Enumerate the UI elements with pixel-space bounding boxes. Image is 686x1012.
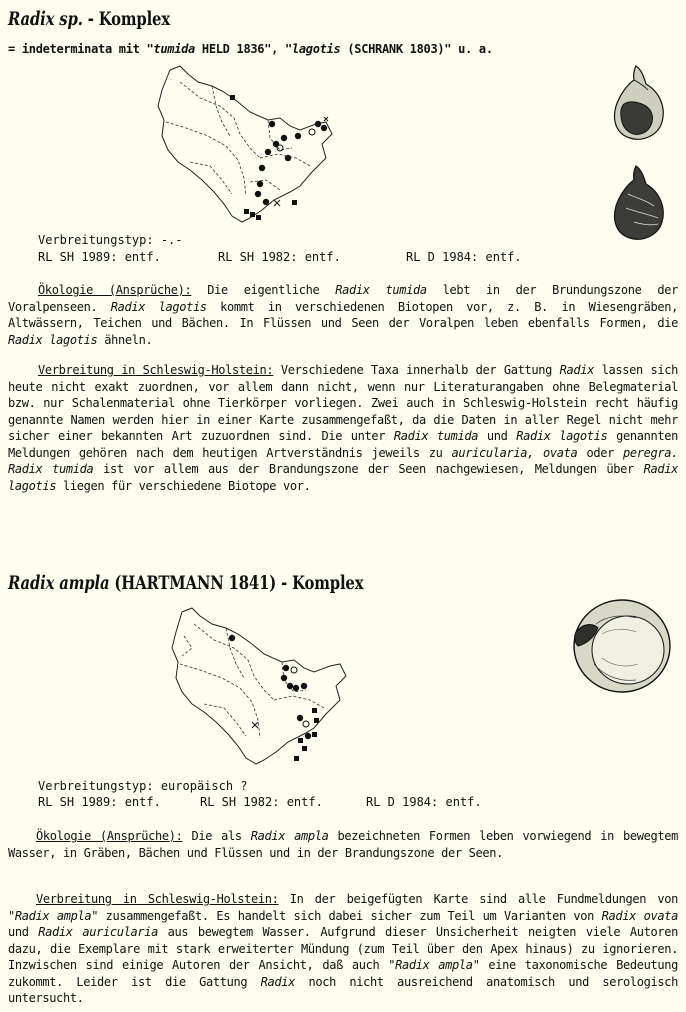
section-2-rl-d-1984: RL D 1984: entf. <box>366 795 482 809</box>
section-1-verbreitungstyp: Verbreitungstyp: -.- <box>38 233 183 247</box>
shell-illustration-3 <box>562 594 674 700</box>
section-2-distribution-map <box>162 606 352 770</box>
section-1-oekologie-heading: Ökologie (Ansprüche): <box>38 283 192 297</box>
section-2-oekologie: Ökologie (Ansprüche): Die als Radix ampla bezeichneten Formen leben vorwiegend in bewegtem Wasser, in Gräben, Bächen und Flüssen und in der Brandungszone der Seen. <box>8 829 678 860</box>
section-2-title: Radix ampla (HARTMANN 1841) - Komplex <box>8 572 364 594</box>
section-2-verbreitungstyp: Verbreitungstyp: europäisch ? <box>38 779 248 793</box>
section-1-verbreitung: Verbreitung in Schleswig-Holstein: Verschiedene Taxa innerhalb der Gattung Radix lassen sich heute nicht exakt zuordnen, vor allem dann nicht, wenn nur Literaturangaben ohne Belegmaterial bzw. nur Schalenmaterial ohne Tierkörper vorliegen. Zwei auch in Schleswig-Holstein recht häufig genannte Namen werden hier in einer Karte zusammengefaßt, da die Daten in aller Regel nicht mehr sicher einer bekannten Art zuzuordnen sind. Die unter Radix tumida und Radix lagotis genannten Meldungen gehören nach dem heutigen Artverständnis jeweils zu auricularia, ovata oder peregra. Radix tumida ist vor allem aus der Brandungszone der Seen nachgewiesen, Meldungen über Radix lagotis liegen für verschiedene Biotope vor. <box>8 363 678 493</box>
section-1-rl-sh-1982: RL SH 1982: entf. <box>218 250 341 264</box>
section-1-verbreitung-heading: Verbreitung in Schleswig-Holstein: <box>38 363 274 377</box>
section-1-rl-d-1984: RL D 1984: entf. <box>406 250 522 264</box>
section-1-distribution-map <box>150 62 340 230</box>
section-2-verbreitung-heading: Verbreitung in Schleswig-Holstein: <box>36 892 279 906</box>
section-2-rl-sh-1989: RL SH 1989: entf. <box>38 795 161 809</box>
shell-illustration-2 <box>606 160 670 244</box>
section-2-verbreitung: Verbreitung in Schleswig-Holstein: In der beigefügten Karte sind alle Fundmeldungen von "Radix ampla" zusammengefaßt. Es handelt sich dabei sicher zum Teil um Varianten von Radix ovata und Radix auricularia aus bewegtem Wasser. Aufgrund dieser Unsicherheit neigten viele Autoren dazu, die Exemplare mit stark erweiterter Mündung (zum Teil über den Apex hinaus) zu ignorieren. Inzwischen sind einige Autoren der Ansicht, daß auch "Radix ampla" eine taxonomische Bedeutung zukommt. Leider ist die Gattung Radix noch nicht ausreichend anatomisch und serologisch untersucht. <box>8 892 678 1005</box>
section-1-oekologie: Ökologie (Ansprüche): Die eigentliche Radix tumida lebt in der Brundungszone der Voralpenseen. Radix lagotis kommt in verschiedenen Biotopen vor, z. B. in Wiesengräben, Altwässern, Teichen und Bächen. In Flüssen und Seen der Voralpen leben ebenfalls Formen, die Radix lagotis ähneln. <box>8 283 678 347</box>
section-2-rl-sh-1982: RL SH 1982: entf. <box>200 795 323 809</box>
section-1-title: Radix sp. - Komplex <box>8 8 171 30</box>
section-1-rl-sh-1989: RL SH 1989: entf. <box>38 250 161 264</box>
section-2-oekologie-heading: Ökologie (Ansprüche): <box>36 829 183 843</box>
section-1-synonyms: = indeterminata mit "tumida HELD 1836", "lagotis (SCHRANK 1803)" u. a. <box>8 42 493 56</box>
shell-illustration-1 <box>606 60 670 144</box>
